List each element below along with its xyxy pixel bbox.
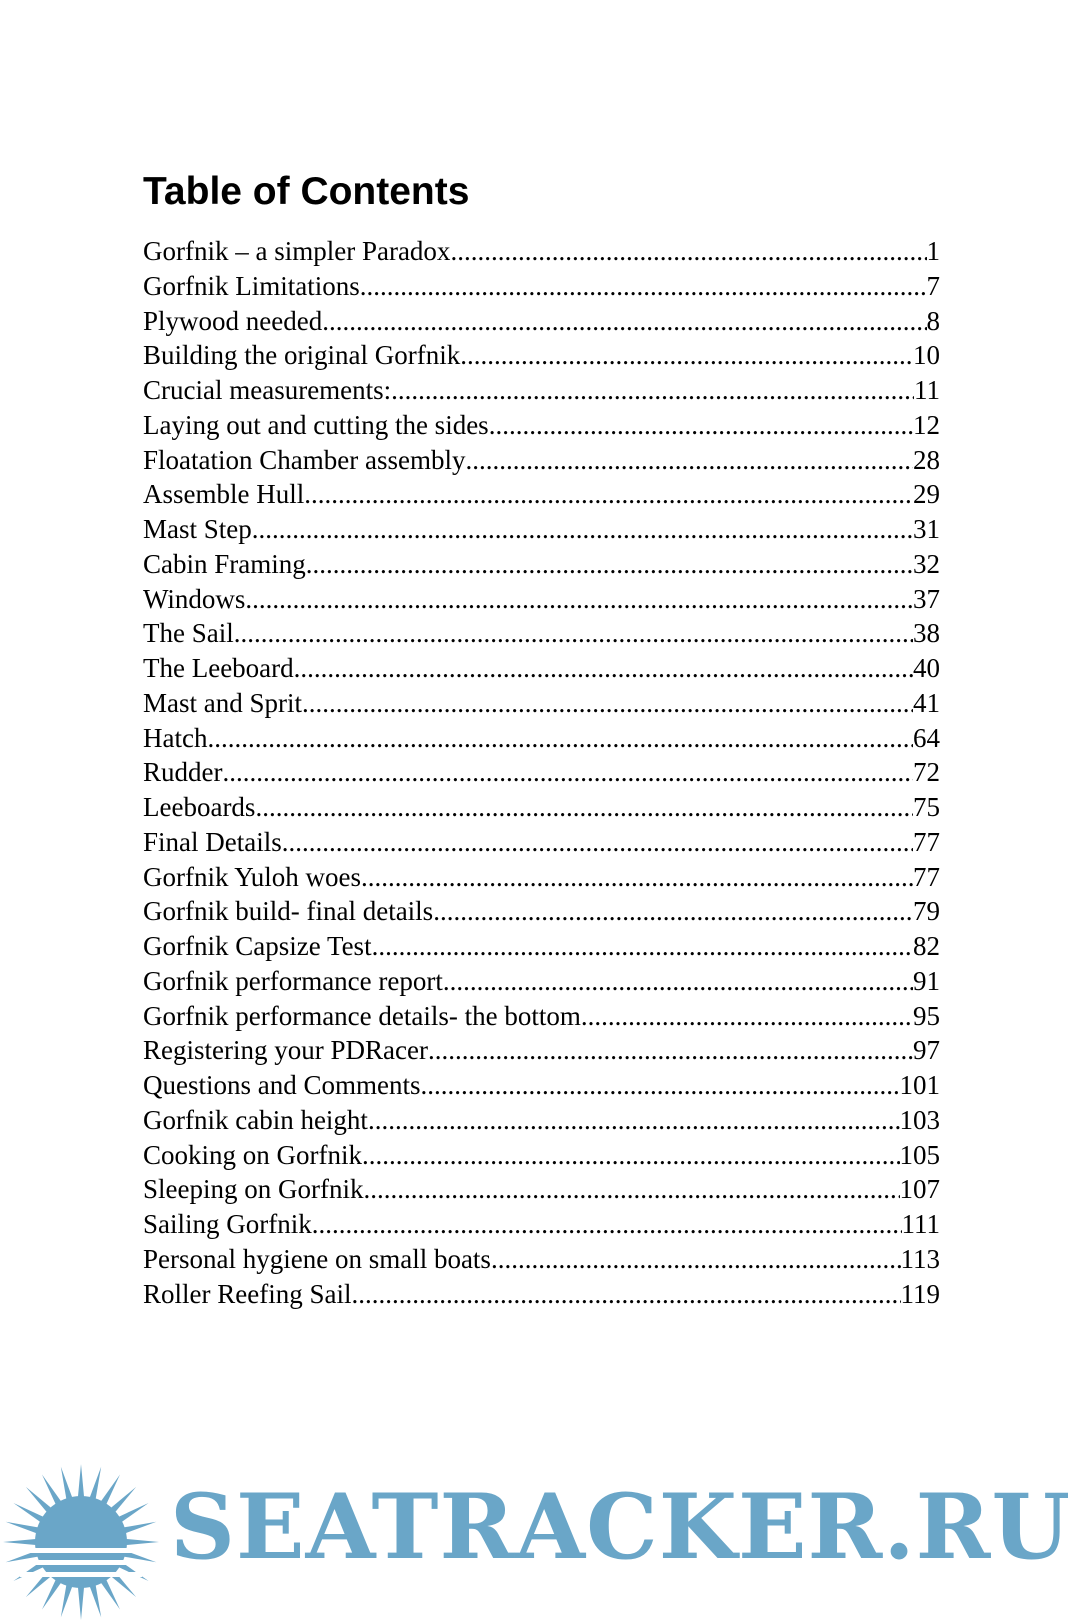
sun-icon xyxy=(0,1462,162,1620)
sun-ray xyxy=(42,1578,62,1609)
toc-entry-page: 79 xyxy=(913,896,940,927)
toc-entry-label: Registering your PDRacer xyxy=(143,1035,428,1066)
toc-entry-page: 77 xyxy=(913,826,940,857)
toc-entry-label: Windows xyxy=(143,583,246,614)
toc-entry-label: Gorfnik performance details- the bottom xyxy=(143,1000,581,1031)
toc-dot-leader xyxy=(207,721,913,756)
sun-ray xyxy=(89,1467,101,1501)
toc-entry-page: 64 xyxy=(913,722,940,753)
toc-entry-label: Gorfnik Yuloh woes xyxy=(143,861,361,892)
toc-dot-leader xyxy=(450,234,926,269)
toc-entry-page: 11 xyxy=(914,375,940,405)
toc-entry-label: Gorfnik Capsize Test xyxy=(143,931,372,961)
sun-ray xyxy=(3,1539,37,1545)
toc-entry-page: 77 xyxy=(913,861,940,892)
toc-dot-leader xyxy=(443,964,913,999)
toc-entry-label: Assemble Hull xyxy=(143,479,305,510)
sun-ray xyxy=(26,1487,52,1513)
toc-dot-leader xyxy=(433,894,913,929)
toc-dot-leader xyxy=(322,304,926,339)
toc-entry-label: Leeboards xyxy=(143,792,256,822)
toc-dot-leader xyxy=(363,1172,899,1207)
sun-ray xyxy=(123,1522,157,1534)
toc-entry[interactable] xyxy=(143,1277,940,1312)
toc-entry-page: 41 xyxy=(913,687,940,718)
toc-dot-leader xyxy=(312,1207,902,1242)
toc-dot-leader xyxy=(421,1068,900,1103)
toc-entry-page: 10 xyxy=(913,340,940,371)
toc-entry-page: 31 xyxy=(913,514,940,544)
toc-entry-page: 82 xyxy=(913,931,940,961)
sun-ray xyxy=(110,1487,136,1513)
toc-entry-page: 28 xyxy=(913,444,940,475)
toc-entry-label: Laying out and cutting the sides xyxy=(143,409,489,440)
toc-entry[interactable] xyxy=(143,686,940,721)
toc-dot-leader xyxy=(368,1103,900,1138)
toc-entry-label: The Sail xyxy=(143,618,234,649)
toc-entry-page: 119 xyxy=(900,1278,940,1309)
watermark xyxy=(0,1462,1080,1620)
toc-entry-label: Gorfnik performance report xyxy=(143,965,443,996)
toc-entry[interactable] xyxy=(143,443,940,478)
toc-entry-label: Cooking on Gorfnik xyxy=(143,1139,362,1170)
toc-entry-page: 75 xyxy=(913,792,940,822)
toc-entry-page: 12 xyxy=(913,409,940,440)
toc-entry-page: 91 xyxy=(913,965,940,996)
toc-entry-page: 72 xyxy=(913,757,940,788)
sun-ray xyxy=(42,1474,62,1505)
toc-dot-leader xyxy=(282,825,913,860)
toc-entry[interactable] xyxy=(143,1172,940,1207)
toc-entry[interactable] xyxy=(143,338,940,373)
toc-entry[interactable] xyxy=(143,616,940,651)
toc-dot-leader xyxy=(302,686,913,721)
toc-entry-label: Gorfnik – a simpler Paradox xyxy=(143,236,451,266)
toc-entry[interactable] xyxy=(143,304,940,339)
watermark-text: SEATRACKER.RU xyxy=(170,1474,1071,1580)
toc-dot-leader xyxy=(465,443,913,478)
toc-entry-page: 29 xyxy=(913,479,940,510)
toc-entry[interactable] xyxy=(143,1207,940,1242)
toc-dot-leader xyxy=(460,338,913,373)
toc-entry-page: 40 xyxy=(913,653,940,683)
toc-entry[interactable] xyxy=(143,894,940,929)
toc-entry[interactable] xyxy=(143,1033,940,1068)
sun-ray xyxy=(61,1467,73,1501)
toc-dot-leader xyxy=(372,929,913,964)
toc-entry[interactable] xyxy=(143,651,940,686)
toc-entry-label: Gorfnik Limitations xyxy=(143,270,360,301)
toc-entry-label: Mast Step xyxy=(143,514,252,544)
toc-entry-label: Floatation Chamber assembly xyxy=(143,444,466,475)
toc-list xyxy=(143,234,940,1311)
toc-entry-label: Sailing Gorfnik xyxy=(143,1209,312,1239)
toc-entry-page: 101 xyxy=(899,1070,940,1100)
sun-ray xyxy=(13,1503,44,1523)
sun-ray xyxy=(78,1464,84,1498)
toc-dot-leader xyxy=(306,547,913,582)
toc-entry-page: 8 xyxy=(926,305,940,336)
toc-entry-label: Plywood needed xyxy=(143,305,323,336)
toc-dot-leader xyxy=(351,1277,900,1312)
toc-dot-leader xyxy=(304,477,913,512)
toc-entry-page: 103 xyxy=(899,1104,940,1135)
toc-entry-page: 37 xyxy=(913,583,940,614)
sun-ray xyxy=(100,1474,120,1505)
toc-dot-leader xyxy=(581,999,913,1034)
toc-entry-label: Sleeping on Gorfnik xyxy=(143,1174,364,1205)
toc-entry[interactable] xyxy=(143,1242,940,1277)
toc-entry[interactable] xyxy=(143,1068,940,1103)
toc-entry[interactable] xyxy=(143,790,940,825)
toc-dot-leader xyxy=(222,755,913,790)
toc-entry[interactable] xyxy=(143,547,940,582)
sun-ray xyxy=(125,1539,159,1545)
toc-entry[interactable] xyxy=(143,582,940,617)
toc-entry[interactable] xyxy=(143,929,940,964)
toc-entry-label: Roller Reefing Sail xyxy=(143,1278,352,1309)
toc-dot-leader xyxy=(252,512,913,547)
toc-dot-leader xyxy=(245,582,913,617)
toc-entry-page: 7 xyxy=(926,270,940,301)
toc-entry-label: Hatch xyxy=(143,722,208,753)
toc-entry[interactable] xyxy=(143,234,940,269)
toc-entry-page: 32 xyxy=(913,548,940,579)
sun-ray xyxy=(89,1584,101,1618)
toc-entry[interactable] xyxy=(143,512,940,547)
toc-entry-label: Cabin Framing xyxy=(143,548,306,579)
toc-dot-leader xyxy=(489,408,913,443)
toc-dot-leader xyxy=(294,651,913,686)
toc-entry-page: 38 xyxy=(913,618,940,649)
toc-entry-label: Mast and Sprit xyxy=(143,687,302,718)
toc-entry-label: Crucial measurements: xyxy=(143,375,392,405)
toc-entry-page: 111 xyxy=(901,1209,940,1239)
sun-ray xyxy=(78,1586,84,1620)
toc-entry[interactable] xyxy=(143,1138,940,1173)
toc-entry-page: 113 xyxy=(900,1243,940,1274)
toc-entry[interactable] xyxy=(143,721,940,756)
sun-ray xyxy=(6,1522,40,1534)
toc-entry-label: Gorfnik build- final details xyxy=(143,896,434,927)
toc-dot-leader xyxy=(362,1138,900,1173)
toc-dot-leader xyxy=(360,269,927,304)
sun-ray xyxy=(61,1584,73,1618)
sun-ray xyxy=(100,1578,120,1609)
toc-entry[interactable] xyxy=(143,964,940,999)
toc-dot-leader xyxy=(491,1242,901,1277)
toc-title: Table of Contents xyxy=(143,170,470,213)
toc-entry-label: Personal hygiene on small boats xyxy=(143,1243,491,1274)
toc-entry[interactable] xyxy=(143,1103,940,1138)
sun-ray xyxy=(117,1503,148,1523)
toc-entry[interactable] xyxy=(143,860,940,895)
toc-entry-page: 1 xyxy=(926,236,940,266)
toc-entry-label: Gorfnik cabin height xyxy=(143,1104,368,1135)
toc-entry[interactable] xyxy=(143,825,940,860)
toc-dot-leader xyxy=(428,1033,913,1068)
toc-entry[interactable] xyxy=(143,408,940,443)
toc-entry[interactable] xyxy=(143,373,940,408)
toc-entry-label: Final Details xyxy=(143,826,282,857)
toc-entry[interactable] xyxy=(143,755,940,790)
toc-entry-label: Questions and Comments xyxy=(143,1070,421,1100)
toc-entry[interactable] xyxy=(143,999,940,1034)
toc-entry[interactable] xyxy=(143,477,940,512)
toc-entry-label: The Leeboard xyxy=(143,653,294,683)
toc-entry-page: 107 xyxy=(899,1174,940,1205)
toc-entry-label: Building the original Gorfnik xyxy=(143,340,461,371)
toc-dot-leader xyxy=(361,860,913,895)
toc-dot-leader xyxy=(234,616,913,651)
toc-entry-page: 97 xyxy=(913,1035,940,1066)
toc-dot-leader xyxy=(255,790,913,825)
toc-entry[interactable] xyxy=(143,269,940,304)
toc-entry-label: Rudder xyxy=(143,757,223,788)
toc-dot-leader xyxy=(391,373,914,408)
toc-entry-page: 105 xyxy=(899,1139,940,1170)
toc-entry-page: 95 xyxy=(913,1000,940,1031)
